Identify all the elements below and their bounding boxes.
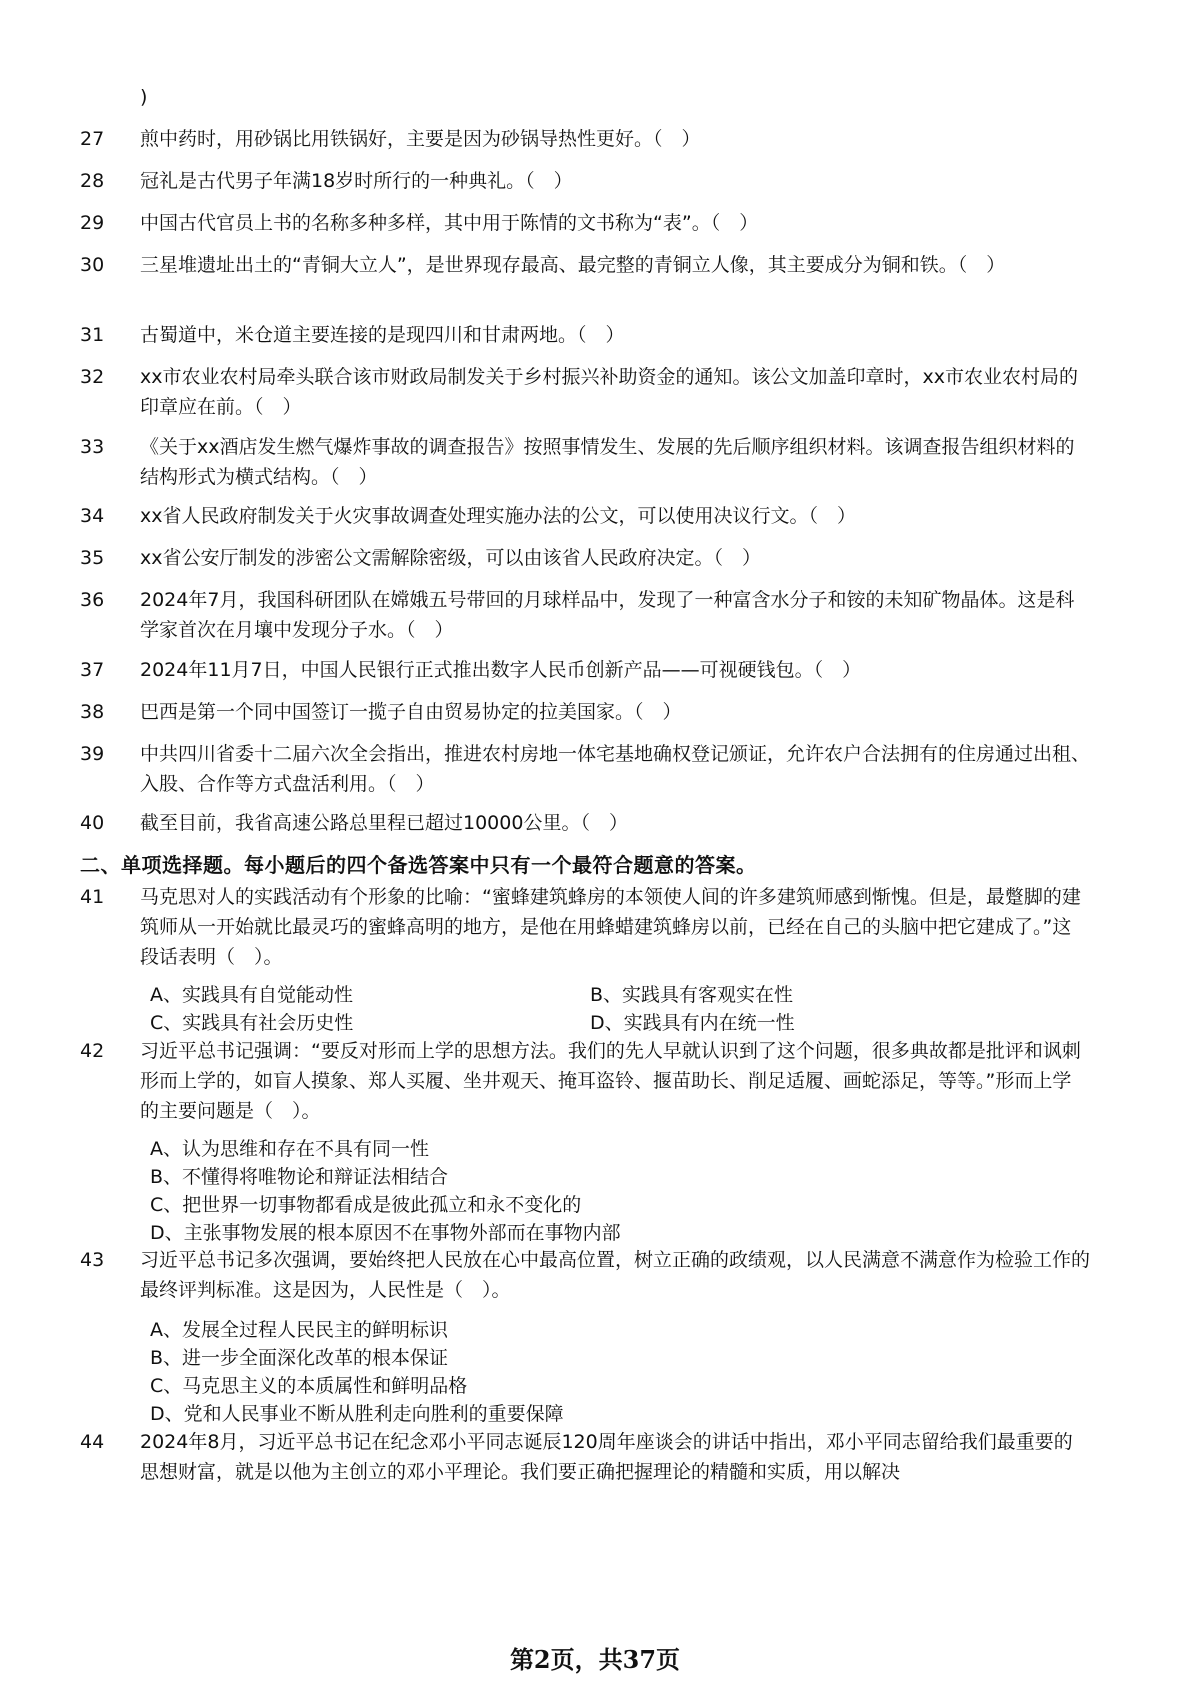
question-number: 35 — [80, 547, 105, 569]
question-39 — [80, 739, 1090, 799]
question-36 — [80, 585, 1090, 645]
question-text: 冠礼是古代男子年满18岁时所行的一种典礼。（ ） — [140, 170, 573, 192]
question-number: 42 — [80, 1040, 105, 1062]
question-number: 31 — [80, 324, 105, 346]
carryover-text: ) — [140, 86, 148, 108]
question-number: 41 — [80, 886, 105, 908]
question-text: 截至目前，我省高速公路总里程已超过10000公里。（ ） — [140, 812, 628, 834]
option-c: C、把世界一切事物都看成是彼此孤立和永不变化的 — [150, 1194, 582, 1216]
question-32 — [80, 362, 1090, 422]
question-text: xx市农业农村局牵头联合该市财政局制发关于乡村振兴补助资金的通知。该公文加盖印章时，xx市农业农村局的印章应在前。（ ） — [140, 366, 1078, 418]
option-a: A、认为思维和存在不具有同一性 — [150, 1138, 429, 1160]
question-number: 33 — [80, 436, 105, 458]
question-38 — [80, 697, 1090, 727]
option-c: C、马克思主义的本质属性和鲜明品格 — [150, 1375, 468, 1397]
question-text: 2024年11月7日，中国人民银行正式推出数字人民币创新产品——可视硬钱包。（ ） — [140, 659, 862, 681]
question-number: 40 — [80, 812, 105, 834]
section-title: 二、单项选择题。每小题后的四个备选答案中只有一个最符合题意的答案。 — [80, 853, 757, 877]
question-number: 39 — [80, 743, 105, 765]
question-28 — [80, 166, 1090, 196]
question-34 — [80, 501, 1090, 531]
question-number: 43 — [80, 1249, 105, 1271]
question-text: 习近平总书记多次强调，要始终把人民放在心中最高位置，树立正确的政绩观，以人民满意不满意作为检验工作的最终评判标准。这是因为，人民性是（ ）。 — [140, 1249, 1091, 1301]
option-b: B、进一步全面深化改革的根本保证 — [150, 1347, 449, 1369]
question-number: 27 — [80, 128, 105, 150]
question-44 — [80, 1427, 1090, 1487]
question-text: 三星堆遗址出土的“青铜大立人”，是世界现存最高、最完整的青铜立人像，其主要成分为铜和铁。（ ） — [140, 254, 1006, 276]
page-footer: 第2页，共37页 — [509, 1645, 681, 1674]
question-text: 煎中药时，用砂锅比用铁锅好，主要是因为砂锅导热性更好。（ ） — [140, 128, 701, 150]
question-text: xx省人民政府制发关于火灾事故调查处理实施办法的公文，可以使用决议行文。（ ） — [140, 505, 856, 527]
question-42 — [80, 1036, 1090, 1126]
question-text: 古蜀道中，米仓道主要连接的是现四川和甘肃两地。（ ） — [140, 324, 625, 346]
question-text: 巴西是第一个同中国签订一揽子自由贸易协定的拉美国家。（ ） — [140, 701, 682, 723]
question-27 — [80, 124, 1090, 154]
question-number: 37 — [80, 659, 105, 681]
question-35 — [80, 543, 1090, 573]
question-text: 习近平总书记强调：“要反对形而上学的思想方法。我们的先人早就认识到了这个问题，很多典故都是批评和讽刺形而上学的，如盲人摸象、郑人买履、坐井观天、掩耳盗铃、揠苗助长、削足适履、画蛇添足，等等。”形而上学的主要问题是（ ）。 — [140, 1040, 1081, 1122]
carryover-line — [80, 82, 1090, 112]
question-number: 32 — [80, 366, 105, 388]
question-43 — [80, 1245, 1090, 1305]
question-number: 30 — [80, 254, 105, 276]
question-41 — [80, 882, 1090, 972]
option-d: D、实践具有内在统一性 — [590, 1012, 795, 1034]
question-number: 28 — [80, 170, 105, 192]
question-text: 《关于xx酒店发生燃气爆炸事故的调查报告》按照事情发生、发展的先后顺序组织材料。该调查报告组织材料的结构形式为横式结构。（ ） — [140, 436, 1075, 488]
question-37 — [80, 655, 1090, 685]
question-text: 马克思对人的实践活动有个形象的比喻：“蜜蜂建筑蜂房的本领使人间的许多建筑师感到惭愧。但是，最蹩脚的建筑师从一开始就比最灵巧的蜜蜂高明的地方，是他在用蜂蜡建筑蜂房以前，已经在自己的头脑中把它建成了。”这段话表明（ ）。 — [140, 886, 1081, 968]
option-b: B、不懂得将唯物论和辩证法相结合 — [150, 1166, 449, 1188]
question-33 — [80, 432, 1090, 492]
option-a: A、实践具有自觉能动性 — [150, 984, 353, 1006]
question-text: 中共四川省委十二届六次全会指出，推进农村房地一体宅基地确权登记颁证，允许农户合法拥有的住房通过出租、入股、合作等方式盘活利用。（ ） — [140, 743, 1091, 795]
option-d: D、党和人民事业不断从胜利走向胜利的重要保障 — [150, 1403, 564, 1425]
question-number: 38 — [80, 701, 105, 723]
question-number: 29 — [80, 212, 105, 234]
question-number: 44 — [80, 1431, 105, 1453]
question-number: 34 — [80, 505, 105, 527]
question-number: 36 — [80, 589, 105, 611]
option-a: A、发展全过程人民民主的鲜明标识 — [150, 1319, 448, 1341]
option-c: C、实践具有社会历史性 — [150, 1012, 354, 1034]
question-31 — [80, 320, 1090, 350]
option-d: D、主张事物发展的根本原因不在事物外部而在事物内部 — [150, 1222, 621, 1244]
question-text: 2024年8月，习近平总书记在纪念邓小平同志诞辰120周年座谈会的讲话中指出，邓小平同志留给我们最重要的思想财富，就是以他为主创立的邓小平理论。我们要正确把握理论的精髓和实质，用以解决 — [140, 1431, 1073, 1483]
question-30 — [80, 250, 1090, 280]
option-b: B、实践具有客观实在性 — [590, 984, 794, 1006]
question-29 — [80, 208, 1090, 238]
question-text: 2024年7月，我国科研团队在嫦娥五号带回的月球样品中，发现了一种富含水分子和铵的未知矿物晶体。这是科学家首次在月壤中发现分子水。（ ） — [140, 589, 1075, 641]
question-40 — [80, 808, 1090, 838]
question-text: xx省公安厅制发的涉密公文需解除密级，可以由该省人民政府决定。（ ） — [140, 547, 761, 569]
question-text: 中国古代官员上书的名称多种多样，其中用于陈情的文书称为“表”。（ ） — [140, 212, 759, 234]
